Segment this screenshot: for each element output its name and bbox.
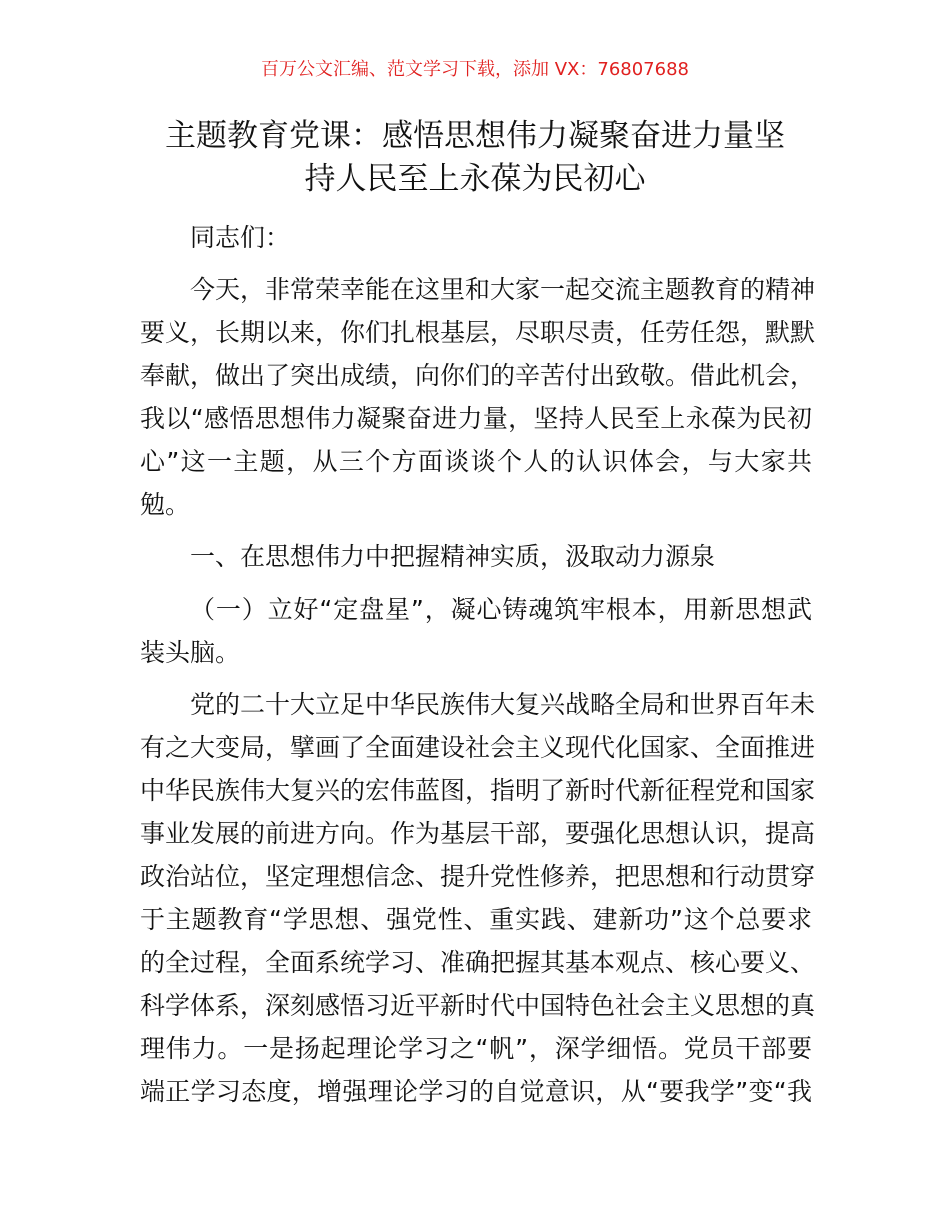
paragraph-1-line: 勉。: [140, 490, 191, 519]
section-heading: 一、在思想伟力中把握精神实质，汲取动力源泉: [190, 542, 716, 571]
paragraph-1-line: 奉献，做出了突出成绩，向你们的辛苦付出致敬。借此机会，: [140, 361, 816, 390]
paragraph-1-line: 我以“感悟思想伟力凝聚奋进力量，坚持人民至上永葆为民初: [140, 404, 812, 433]
paragraph-2-line: 政治站位，坚定理想信念、提升党性修养，把思想和行动贯穿: [140, 862, 816, 891]
header-notice: 百万公文汇编、范文学习下载，添加 VX：76807688: [261, 59, 689, 80]
paragraph-1-line: 要义，长期以来，你们扎根基层，尽职尽责，任劳任怨，默默: [140, 318, 816, 347]
paragraph-2-line: 有之大变局，擘画了全面建设社会主义现代化国家、全面推进: [140, 733, 816, 762]
section-heading-block: [140, 535, 812, 578]
paragraph-2-line: 事业发展的前进方向。作为基层干部，要强化思想认识，提高: [140, 819, 816, 848]
paragraph-2-line: 于主题教育“学思想、强党性、重实践、建新功”这个总要求: [140, 905, 812, 934]
paragraph-2-line: 中华民族伟大复兴的宏伟蓝图，指明了新时代新征程党和国家: [140, 776, 816, 805]
subheading-block: [140, 588, 812, 674]
paragraph-1-line: 今天，非常荣幸能在这里和大家一起交流主题教育的精神: [190, 275, 816, 304]
paragraph-2-line: 的全过程，全面系统学习、准确把握其基本观点、核心要义、: [140, 948, 816, 977]
paragraph-1-line: 心”这一主题，从三个方面谈谈个人的认识体会，与大家共: [140, 447, 812, 476]
document-title-line-1: 主题教育党课：感悟思想伟力凝聚奋进力量坚: [165, 118, 785, 154]
paragraph-2-line: 党的二十大立足中华民族伟大复兴战略全局和世界百年未: [190, 690, 816, 719]
paragraph-2-line: 科学体系，深刻感悟习近平新时代中国特色社会主义思想的真: [140, 991, 816, 1020]
subheading-line: 装头脑。: [140, 638, 241, 667]
paragraph-2-line: 理伟力。一是扬起理论学习之“帆”，深学细悟。党员干部要: [140, 1034, 812, 1063]
paragraph-2: [140, 683, 816, 1113]
paragraph-1: [140, 268, 816, 526]
salutation-block: [140, 216, 812, 259]
salutation: 同志们：: [190, 223, 291, 252]
paragraph-2-line: 端正学习态度，增强理论学习的自觉意识，从“要我学”变“我: [140, 1077, 812, 1106]
document-title-line-2: 持人民至上永葆为民初心: [304, 161, 646, 197]
subheading-line: （一）立好“定盘星”，凝心铸魂筑牢根本，用新思想武: [190, 595, 812, 624]
